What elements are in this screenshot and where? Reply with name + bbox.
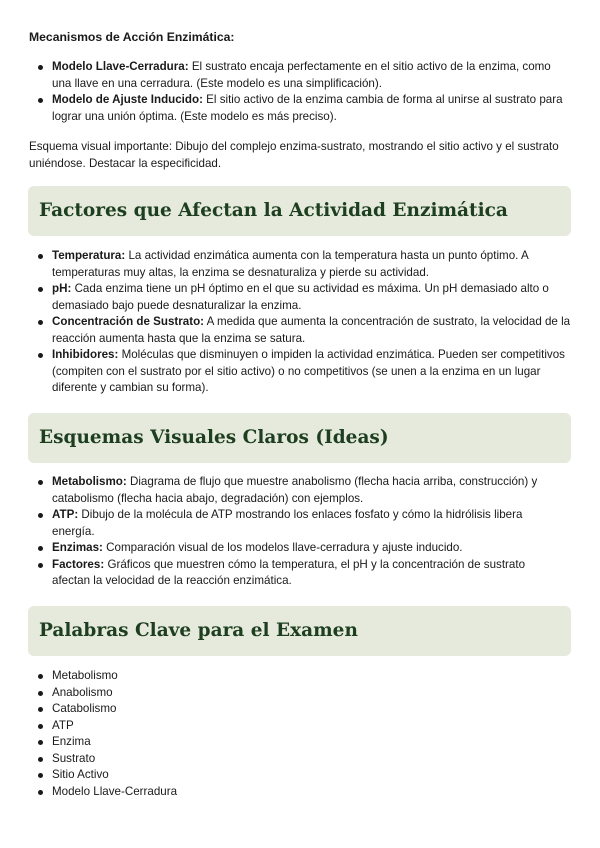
visual-note: Esquema visual importante: Dibujo del complejo enzima-sustrato, mostrando el sitio activo y el sustrato uniéndose. Destacar la especificidad. [29, 140, 559, 170]
item-text: A medida que aumenta la concentración de sustrato, la velocidad de la reacción aumenta hasta que la enzima se satura. [52, 315, 571, 345]
item-text: Dibujo de la molécula de ATP mostrando los enlaces fosfato y cómo la hidrólisis libera energía. [52, 508, 523, 538]
item-text: Cada enzima tiene un pH óptimo en el que su actividad es máxima. Un pH demasiado alto o demasiado bajo puede desnaturalizar la enzima. [52, 282, 549, 312]
keyword-item: Sitio Activo [29, 767, 429, 784]
item-text: Gráficos que muestren cómo la temperatura, el pH y la concentración de sustrato afectan la velocidad de la reacción enzimática. [52, 557, 526, 587]
list-item [29, 92, 564, 125]
list-item [29, 540, 564, 557]
item-term: Enzimas: [52, 541, 103, 554]
keyword-item: Metabolismo [29, 668, 429, 685]
keyword-item: Anabolismo [29, 685, 429, 702]
keywords-list [29, 668, 429, 800]
item-term: Temperatura: [52, 249, 126, 262]
item-text: El sustrato encaja perfectamente en el sitio activo de la enzima, como una llave en una cerradura. (Este modelo es una simplificación). [52, 60, 551, 90]
list-item [29, 314, 574, 347]
item-text: El sitio activo de la enzima cambia de forma al unirse al sustrato para lograr una unión óptima. (Este modelo es más preciso). [52, 93, 563, 123]
item-term: Modelo de Ajuste Inducido: [52, 93, 203, 106]
item-term: pH: [52, 282, 72, 295]
item-term: Metabolismo: [52, 475, 127, 488]
schemes-list [29, 474, 564, 590]
list-item [29, 507, 564, 540]
mechanisms-title: Mecanismos de Acción Enzimática: [29, 30, 235, 44]
keyword-item: Catabolismo [29, 701, 429, 718]
list-item [29, 59, 564, 92]
item-text: Comparación visual de los modelos llave-cerradura y ajuste inducido. [106, 541, 463, 554]
list-item [29, 347, 574, 397]
list-item [29, 474, 564, 507]
item-text: Diagrama de flujo que muestre anabolismo (flecha hacia arriba, construcción) y catabolismo (flecha hacia abajo, degradación) con ejemplos. [52, 475, 538, 505]
item-term: Inhibidores: [52, 348, 119, 361]
list-item [29, 557, 564, 590]
item-term: ATP: [52, 508, 79, 521]
keywords-heading: Palabras Clave para el Examen [28, 606, 571, 656]
mechanisms-list [29, 59, 564, 125]
keyword-item: Sustrato [29, 751, 429, 768]
schemes-heading: Esquemas Visuales Claros (Ideas) [28, 413, 571, 463]
list-item [29, 281, 574, 314]
list-item [29, 248, 574, 281]
factors-heading: Factores que Afectan la Actividad Enzimática [28, 186, 571, 236]
item-term: Modelo Llave-Cerradura: [52, 60, 189, 73]
item-text: La actividad enzimática aumenta con la temperatura hasta un punto óptimo. A temperaturas muy altas, la enzima se desnaturaliza y pierde su actividad. [52, 249, 529, 279]
item-term: Concentración de Sustrato: [52, 315, 205, 328]
keyword-item: Modelo Llave-Cerradura [29, 784, 429, 801]
keyword-item: ATP [29, 718, 429, 735]
item-term: Factores: [52, 557, 105, 571]
item-text: Moléculas que disminuyen o impiden la actividad enzimática. Pueden ser competitivos (compiten con el sustrato por el sitio activo) o no competitivos (se unen a la enzima en un lugar diferente y cambian su forma). [52, 348, 565, 394]
factors-list [29, 248, 574, 397]
keyword-item: Enzima [29, 734, 429, 751]
